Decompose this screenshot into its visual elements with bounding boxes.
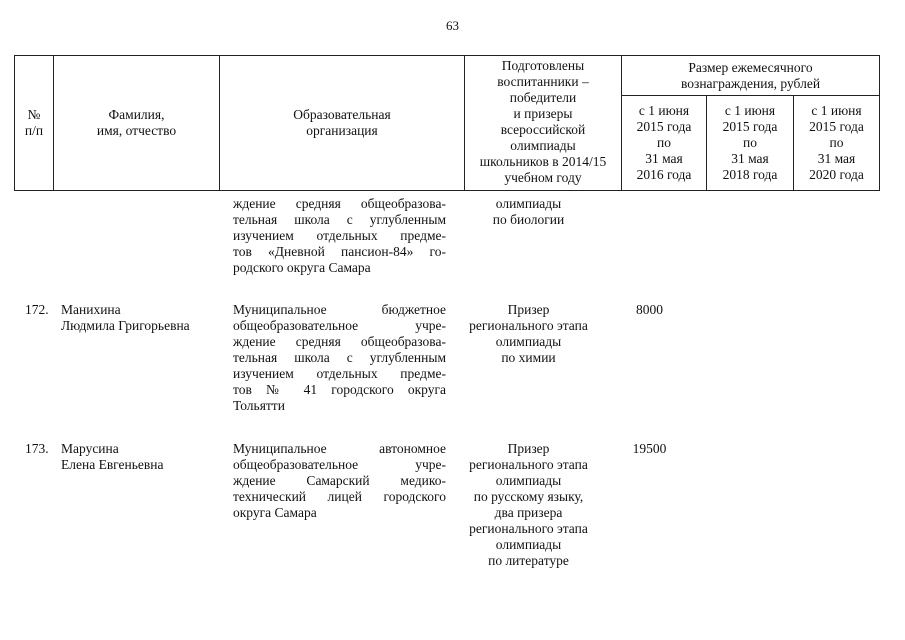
prepared-line: по биологии (492, 212, 565, 227)
row-amount: 19500 (632, 441, 667, 456)
header-award: Размер ежемесячного вознаграждения, рублей (622, 56, 880, 96)
prepared-line: регионального этапа (469, 318, 588, 333)
header-num: № п/п (15, 56, 54, 191)
org-line: тельная школа с углубленным (233, 212, 446, 227)
row-name (61, 302, 231, 334)
org-line: тов № 41 городского округа (233, 382, 446, 397)
org-line: ждение средняя общеобразова- (233, 334, 446, 349)
prepared-line: по химии (501, 350, 556, 365)
row-amount: 8000 (636, 302, 663, 317)
continuation-org (233, 196, 446, 276)
row-name (61, 441, 231, 473)
prepared-line: олимпиады (495, 473, 562, 488)
org-line: изучением отдельных предме- (233, 366, 446, 381)
page-number: 63 (446, 18, 459, 33)
org-line: Муниципальное автономное (233, 441, 446, 456)
header-org: Образовательная организация (220, 56, 465, 191)
prepared-line: Призер (507, 441, 550, 456)
org-line: ждение средняя общеобразова- (233, 196, 446, 211)
prepared-line: по русскому языку, (473, 489, 584, 504)
header-name: Фамилия, имя, отчество (54, 56, 220, 191)
row-prepared (450, 441, 607, 569)
row-prepared (450, 302, 607, 366)
prepared-line: регионального этапа (469, 457, 588, 472)
continuation-prepared (450, 196, 607, 228)
org-line: общеобразовательное учре- (233, 457, 446, 472)
org-line: общеобразовательное учре- (233, 318, 446, 333)
org-line: тов «Дневной пансион-84» го- (233, 244, 446, 259)
header-period-2018: с 1 июня 2015 года по 31 мая 2018 года (707, 96, 794, 191)
org-line: ждение Самарский медико- (233, 473, 446, 488)
header-period-2016: с 1 июня 2015 года по 31 мая 2016 года (622, 96, 707, 191)
name-line: Людмила Григорьевна (61, 318, 190, 333)
header-prepared: Подготовлены воспитанники – победители и призеры всероссийской олимпиады школьников в 2014/15 учебном году (465, 56, 622, 191)
prepared-line: Призер (507, 302, 550, 317)
row-org (233, 441, 446, 521)
row-num: 173. (25, 441, 49, 456)
row-org (233, 302, 446, 414)
org-line: изучением отдельных предме- (233, 228, 446, 243)
prepared-line: олимпиады (495, 334, 562, 349)
name-line: Марусина (61, 441, 119, 456)
org-line: округа Самара (233, 505, 317, 520)
org-line: технический лицей городского (233, 489, 446, 504)
header-period-2020: с 1 июня 2015 года по 31 мая 2020 года (794, 96, 880, 191)
org-line: Тольятти (233, 398, 285, 413)
org-line: родского округа Самара (233, 260, 371, 275)
name-line: Елена Евгеньевна (61, 457, 164, 472)
prepared-line: олимпиады (495, 537, 562, 552)
prepared-line: по литературе (488, 553, 569, 568)
org-line: тельная школа с углубленным (233, 350, 446, 365)
name-line: Манихина (61, 302, 121, 317)
table-header (14, 55, 880, 191)
row-num: 172. (25, 302, 49, 317)
org-line: Муниципальное бюджетное (233, 302, 446, 317)
prepared-line: регионального этапа (469, 521, 588, 536)
prepared-line: олимпиады (495, 196, 562, 211)
prepared-line: два призера (494, 505, 563, 520)
